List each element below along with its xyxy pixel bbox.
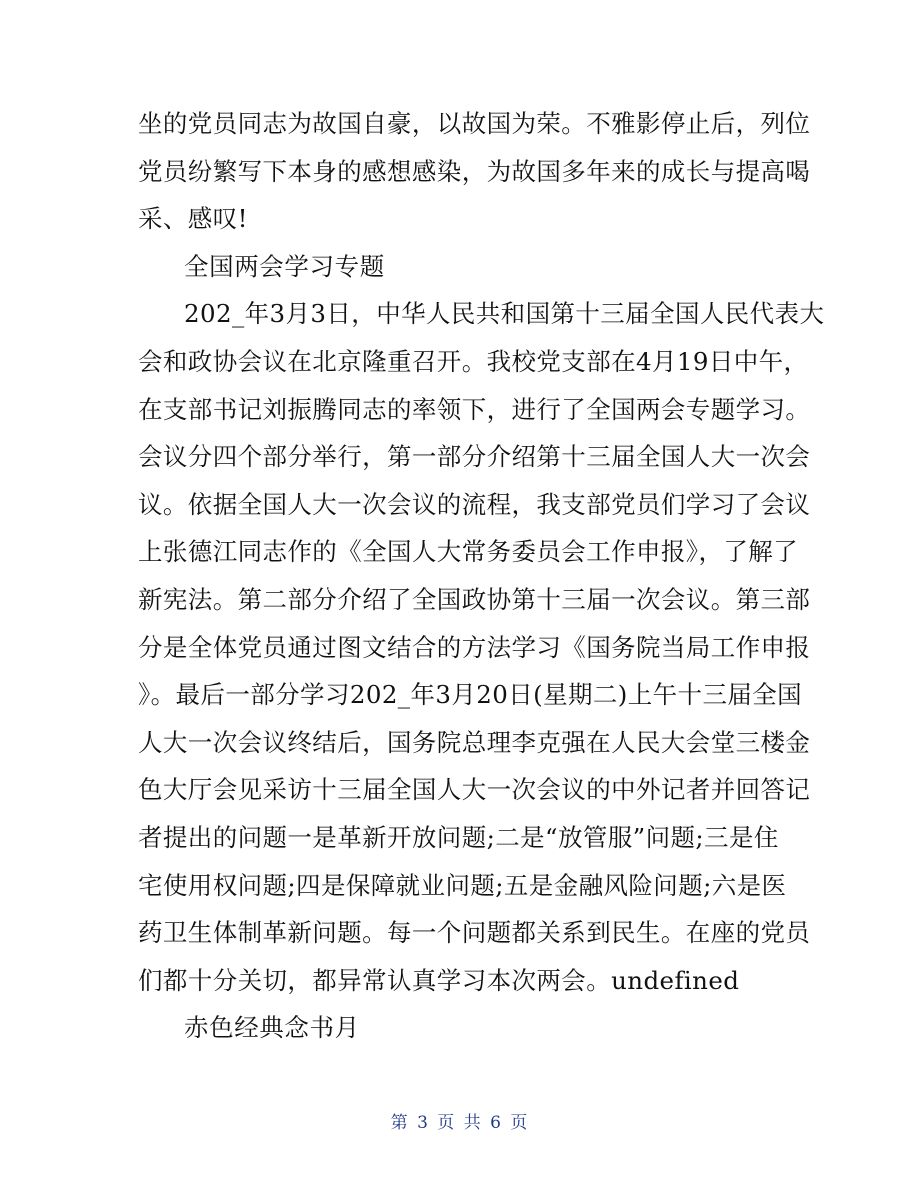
paragraph-line: 药卫生体制革新问题。每一个问题都关系到民生。在座的党员: [138, 918, 811, 948]
section-heading-lianghui: 全国两会学习专题: [184, 251, 385, 281]
page-number-footer: 第 3 页 共 6 页: [390, 1113, 530, 1133]
paragraph-line: 色大厅会见采访十三届全国人大一次会议的中外记者并回答记: [138, 775, 811, 805]
paragraph-line: 人大一次会议终结后，国务院总理李克强在人民大会堂三楼金: [138, 727, 811, 757]
paragraph-line: 分是全体党员通过图文结合的方法学习《国务院当局工作申报: [138, 632, 811, 662]
paragraph-line: 者提出的问题一是革新开放问题;二是“放管服”问题;三是住: [138, 822, 779, 852]
paragraph-line: 宅使用权问题;四是保障就业问题;五是金融风险问题;六是医: [138, 870, 787, 900]
paragraph-line: 会和政协会议在北京隆重召开。我校党支部在4月19日中午，: [138, 346, 809, 376]
paragraph-line: 坐的党员同志为故国自豪，以故国为荣。不雅影停止后，列位: [138, 109, 811, 138]
paragraph-line: 会议分四个部分举行，第一部分介绍第十三届全国人大一次会: [138, 442, 811, 472]
paragraph-line: 202_年3月3日，中华人民共和国第十三届全国人民代表大: [184, 299, 825, 329]
paragraph-line: 们都十分关切，都异常认真学习本次两会。undefined: [138, 965, 740, 995]
paragraph-line: 党员纷繁写下本身的感想感染，为故国多年来的成长与提高喝: [138, 156, 811, 186]
paragraph-line: 新宪法。第二部分介绍了全国政协第十三届一次会议。第三部: [138, 584, 811, 614]
section-heading-red-classics: 赤色经典念书月: [184, 1013, 360, 1043]
document-body: [138, 100, 825, 1052]
paragraph-line: 采、感叹!: [138, 204, 248, 234]
paragraph-line: 在支部书记刘振腾同志的率领下，进行了全国两会专题学习。: [138, 394, 811, 424]
paragraph-line: 议。依据全国人大一次会议的流程，我支部党员们学习了会议: [138, 489, 811, 519]
paragraph-line: 上张德江同志作的《全国人大常务委员会工作申报》，了解了: [138, 537, 799, 567]
paragraph-line: 》。最后一部分学习202_年3月20日(星期二)上午十三届全国: [138, 680, 803, 710]
